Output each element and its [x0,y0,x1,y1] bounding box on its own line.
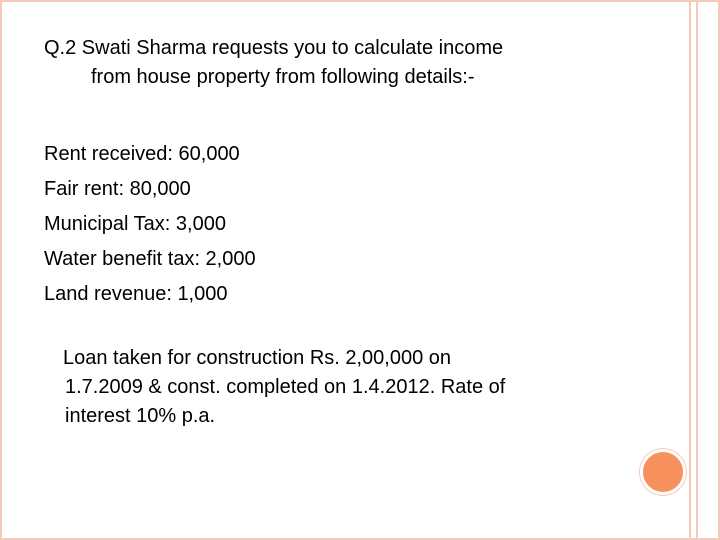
decorative-vertical-rule [689,0,691,540]
loan-line-1: Loan taken for construction Rs. 2,00,000 on [63,347,452,369]
loan-line-3: interest 10% p.a. [65,405,216,427]
question-line-1: Q.2 Swati Sharma requests you to calculate income [44,37,504,59]
detail-water-benefit-tax: Water benefit tax: 2,000 [44,248,256,270]
details-list [44,137,256,312]
decorative-vertical-rule-inner [696,0,698,540]
loan-paragraph [63,344,505,431]
detail-municipal-tax: Municipal Tax: 3,000 [44,213,226,235]
question-line-2: from house property from following details:- [91,66,475,88]
decorative-circle-icon [640,449,686,495]
detail-land-revenue: Land revenue: 1,000 [44,283,228,305]
loan-line-2: 1.7.2009 & const. completed on 1.4.2012. Rate of [65,376,506,398]
detail-fair-rent: Fair rent: 80,000 [44,178,191,200]
detail-rent-received: Rent received: 60,000 [44,143,240,165]
question-heading [44,34,503,92]
